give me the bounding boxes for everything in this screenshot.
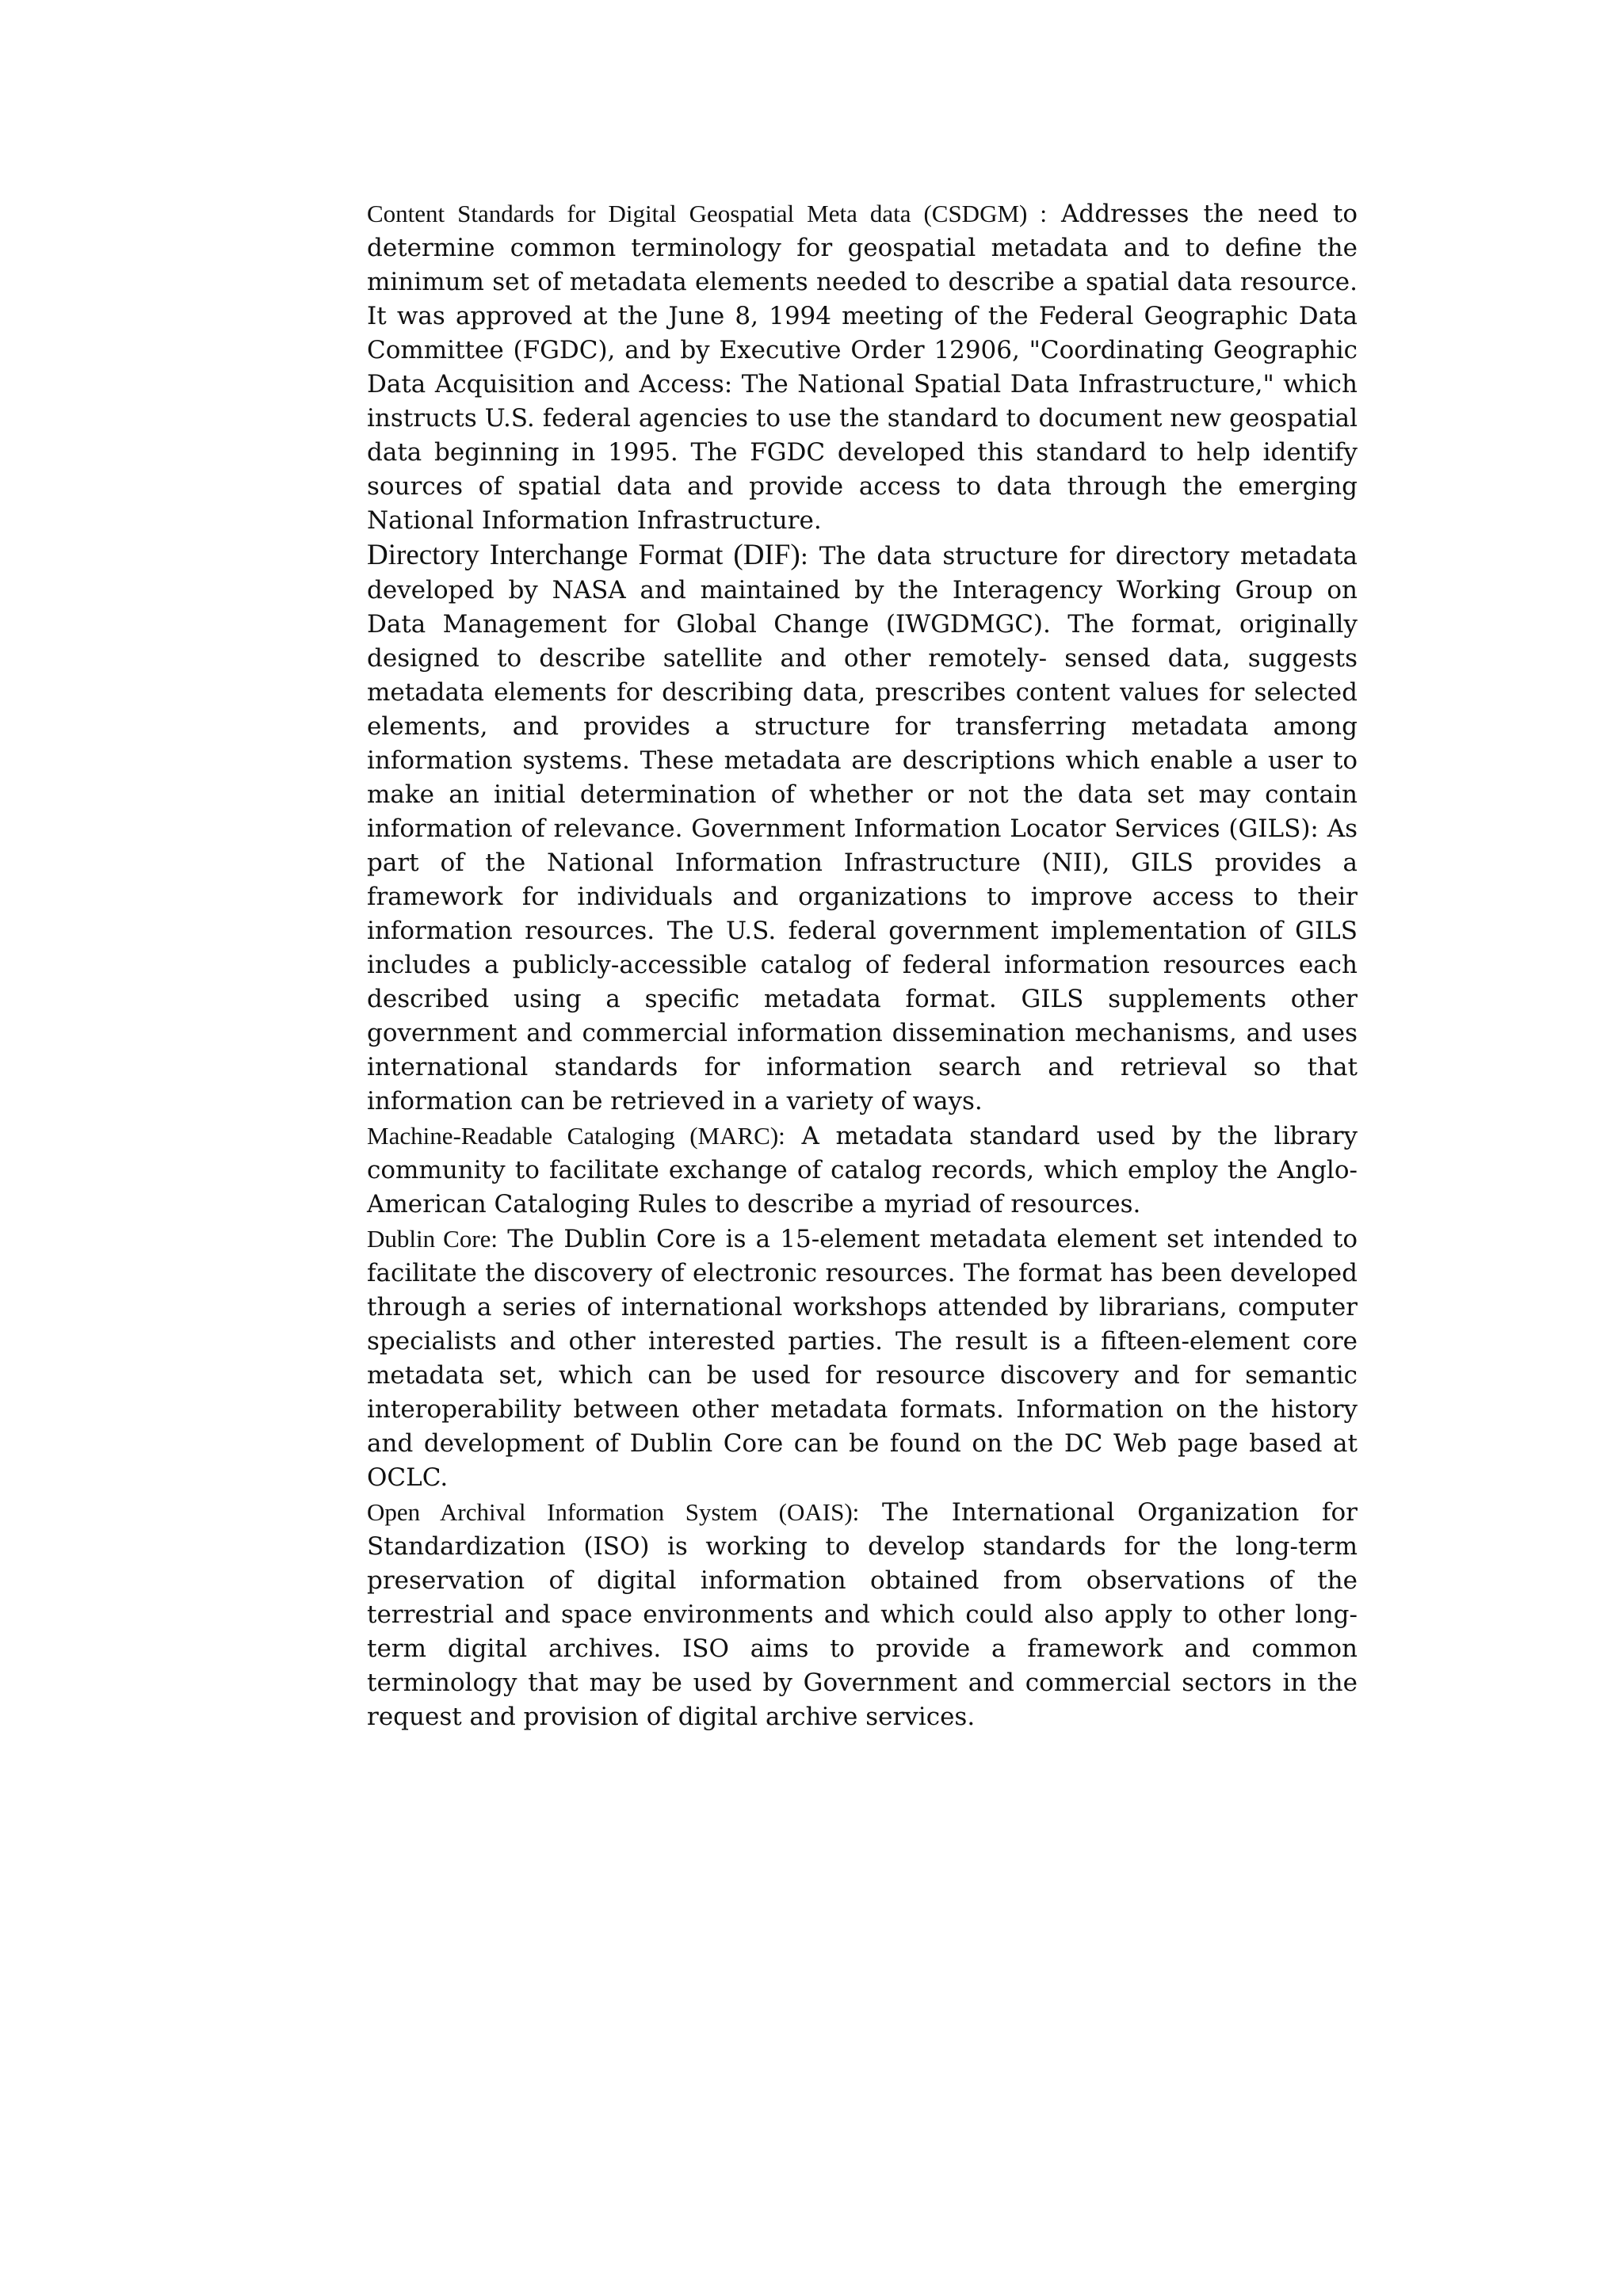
definition-marc: A metadata standard used by the library community to facilitate exchange of catalog records, which employ the Anglo-American Cataloging Rules to describe a myriad of resources. <box>367 1122 1358 1219</box>
definition-dublin-core: The Dublin Core is a 15-element metadata element set intended to facilitate the discovery of electronic resources. The format has been developed through a series of international workshops attended by librarians, computer specialists and other interested parties. The result is a fifteen-element core metadata set, which can be used for resource discovery and for semantic interoperability between other metadata formats. Information on the history and development of Dublin Core can be found on the DC Web page based at OCLC. <box>367 1225 1358 1492</box>
term-oais: Open Archival Information System (OAIS): <box>367 1498 860 1526</box>
definition-oais: The International Organization for Standardization (ISO) is working to develop standards for the long-term preservation of digital information obtained from observations of the terrestrial and space environments and which could also apply to other long-term digital archives. ISO aims to provide a framework and common terminology that may be used by Government and commercial sectors in the request and provision of digital archive services. <box>367 1498 1358 1731</box>
paragraph-oais <box>367 1495 1358 1734</box>
term-marc: Machine-Readable Cataloging (MARC): <box>367 1122 785 1150</box>
paragraph-dublin-core <box>367 1222 1358 1495</box>
definition-dif: : The data structure for directory metadata developed by NASA and maintained by the Interagency Working Group on Data Management for Global Change (IWGDMGC). The format, originally designed to describe satellite and other remotely- sensed data, suggests metadata elements for describing data, prescribes content values for selected elements, and provides a structure for transferring metadata among information systems. These metadata are descriptions which enable a user to make an initial determination of whether or not the data set may contain information of relevance. Government Information Locator Services (GILS): As part of the National Information Infrastructure (NII), GILS provides a framework for individuals and organizations to improve access to their information resources. The U.S. federal government implementation of GILS includes a publicly-accessible catalog of federal information resources each described using a specific metadata format. GILS supplements other government and commercial information dissemination mechanisms, and uses international standards for information search and retrieval so that information can be retrieved in a variety of ways. <box>367 542 1358 1116</box>
paragraph-marc <box>367 1119 1358 1222</box>
paragraph-csdgm <box>367 196 1358 538</box>
term-dif: Directory Interchange Format (DIF) <box>367 539 800 571</box>
term-dublin-core: Dublin Core: <box>367 1225 498 1253</box>
definition-csdgm: Addresses the need to determine common terminology for geospatial metadata and to define the minimum set of metadata elements needed to describe a spatial data resource. It was approved at the June 8, 1994 meeting of the Federal Geographic Data Committee (FGDC), and by Executive Order 12906, "Coordinating Geographic Data Acquisition and Access: The National Spatial Data Infrastructure," which instructs U.S. federal agencies to use the standard to document new geospatial data beginning in 1995. The FGDC developed this standard to help identify sources of spatial data and provide access to data through the emerging National Information Infrastructure. <box>367 200 1358 535</box>
paragraph-dif <box>367 538 1358 1119</box>
document-body <box>367 196 1358 1734</box>
term-csdgm: Content Standards for Digital Geospatial Meta data (CSDGM) : <box>367 200 1047 227</box>
